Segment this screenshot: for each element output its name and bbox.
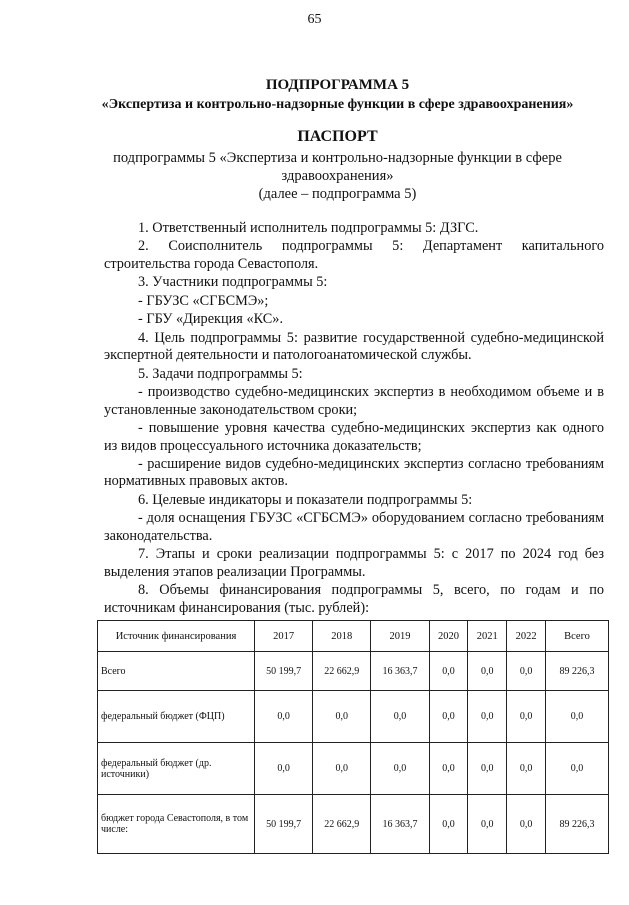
header-total: Всего <box>546 621 609 652</box>
task-item: - расширение видов судебно-медицинских экспертиз согласно требованиям нормативных правовых актов. <box>104 455 604 490</box>
participant-item: - ГБУЗС «СГБСМЭ»; <box>138 292 269 309</box>
cell-value: 0,0 <box>429 795 468 854</box>
table-row <box>98 652 609 691</box>
paragraph-goal: 4. Цель подпрограммы 5: развитие государственной судебно-медицинской экспертной деятельности и патологоанатомической службы. <box>104 329 604 364</box>
paragraph-funding: 8. Объемы финансирования подпрограммы 5, всего, по годам и по источникам финансирования (тыс. рублей): <box>104 582 604 616</box>
paragraph-co-executor: 2. Соисполнитель подпрограммы 5: Департамент капитального строительства города Севастополя. <box>104 238 604 272</box>
subprogram-name: «Экспертиза и контрольно-надзорные функции в сфере здравоохранения» <box>101 97 574 112</box>
passport-heading: ПАСПОРТ <box>297 128 378 145</box>
cell-value: 0,0 <box>255 691 313 743</box>
paragraph-tasks: 5. Задачи подпрограммы 5: <box>138 365 303 382</box>
paragraph-indicators: 6. Целевые индикаторы и показатели подпрограммы 5: <box>138 491 473 508</box>
cell-value: 0,0 <box>429 743 468 795</box>
cell-value: 0,0 <box>313 743 371 795</box>
header-source: Источник финансирования <box>98 621 255 652</box>
cell-value: 0,0 <box>371 743 429 795</box>
cell-value: 0,0 <box>507 743 546 795</box>
participant-item: - ГБУ «Дирекция «КС». <box>138 311 284 328</box>
page-number: 65 <box>307 12 322 27</box>
cell-value: 16 363,7 <box>371 652 429 691</box>
cell-value: 50 199,7 <box>255 652 313 691</box>
task-item: - производство судебно-медицинских экспертиз в необходимом объеме и в установленные законодательством сроки; <box>104 383 604 418</box>
cell-value: 0,0 <box>546 691 609 743</box>
cell-source: Всего <box>98 652 255 691</box>
paragraph-participants: 3. Участники подпрограммы 5: <box>138 274 328 291</box>
header-year: 2021 <box>468 621 507 652</box>
passport-body <box>104 220 604 617</box>
cell-value: 16 363,7 <box>371 795 429 854</box>
indicator-item: - доля оснащения ГБУЗС «СГБСМЭ» оборудованием согласно требованиям законодательства. <box>104 510 604 544</box>
cell-value: 22 662,9 <box>313 795 371 854</box>
cell-value: 0,0 <box>371 691 429 743</box>
table-row <box>98 691 609 743</box>
paragraph-responsible: 1. Ответственный исполнитель подпрограммы 5: ДЗГС. <box>138 220 479 236</box>
cell-value: 0,0 <box>255 743 313 795</box>
cell-value: 0,0 <box>468 691 507 743</box>
passport-desc-line: подпрограммы 5 «Экспертиза и контрольно-надзорные функции в сфере <box>113 150 562 166</box>
cell-value: 0,0 <box>507 795 546 854</box>
cell-value: 22 662,9 <box>313 652 371 691</box>
header-year: 2020 <box>429 621 468 652</box>
subprogram-heading: ПОДПРОГРАММА 5 <box>265 77 410 93</box>
cell-value: 0,0 <box>546 743 609 795</box>
cell-value: 0,0 <box>429 652 468 691</box>
passport-desc-line: здравоохранения» <box>281 168 394 184</box>
cell-source: бюджет города Севастополя, в том числе: <box>98 795 255 854</box>
cell-value: 0,0 <box>313 691 371 743</box>
table-row <box>98 743 609 795</box>
passport-desc-line: (далее – подпрограмма 5) <box>258 186 417 202</box>
header-year: 2018 <box>313 621 371 652</box>
cell-value: 50 199,7 <box>255 795 313 854</box>
passport-description <box>60 149 615 203</box>
task-item: - повышение уровня качества судебно-медицинских экспертиз как одного из видов процессуального источника доказательств; <box>104 419 604 454</box>
cell-value: 89 226,3 <box>546 795 609 854</box>
cell-value: 0,0 <box>507 691 546 743</box>
cell-source: федеральный бюджет (др. источники) <box>98 743 255 795</box>
header-year: 2017 <box>255 621 313 652</box>
funding-table <box>97 620 609 854</box>
header-year: 2019 <box>371 621 429 652</box>
cell-value: 89 226,3 <box>546 652 609 691</box>
cell-value: 0,0 <box>468 795 507 854</box>
table-row <box>98 795 609 854</box>
cell-source: федеральный бюджет (ФЦП) <box>98 691 255 743</box>
table-header-row <box>98 621 609 652</box>
cell-value: 0,0 <box>468 652 507 691</box>
header-year: 2022 <box>507 621 546 652</box>
cell-value: 0,0 <box>507 652 546 691</box>
cell-value: 0,0 <box>468 743 507 795</box>
paragraph-stages: 7. Этапы и сроки реализации подпрограммы 5: с 2017 по 2024 год без выделения этапов реализации Программы. <box>104 546 604 580</box>
cell-value: 0,0 <box>429 691 468 743</box>
